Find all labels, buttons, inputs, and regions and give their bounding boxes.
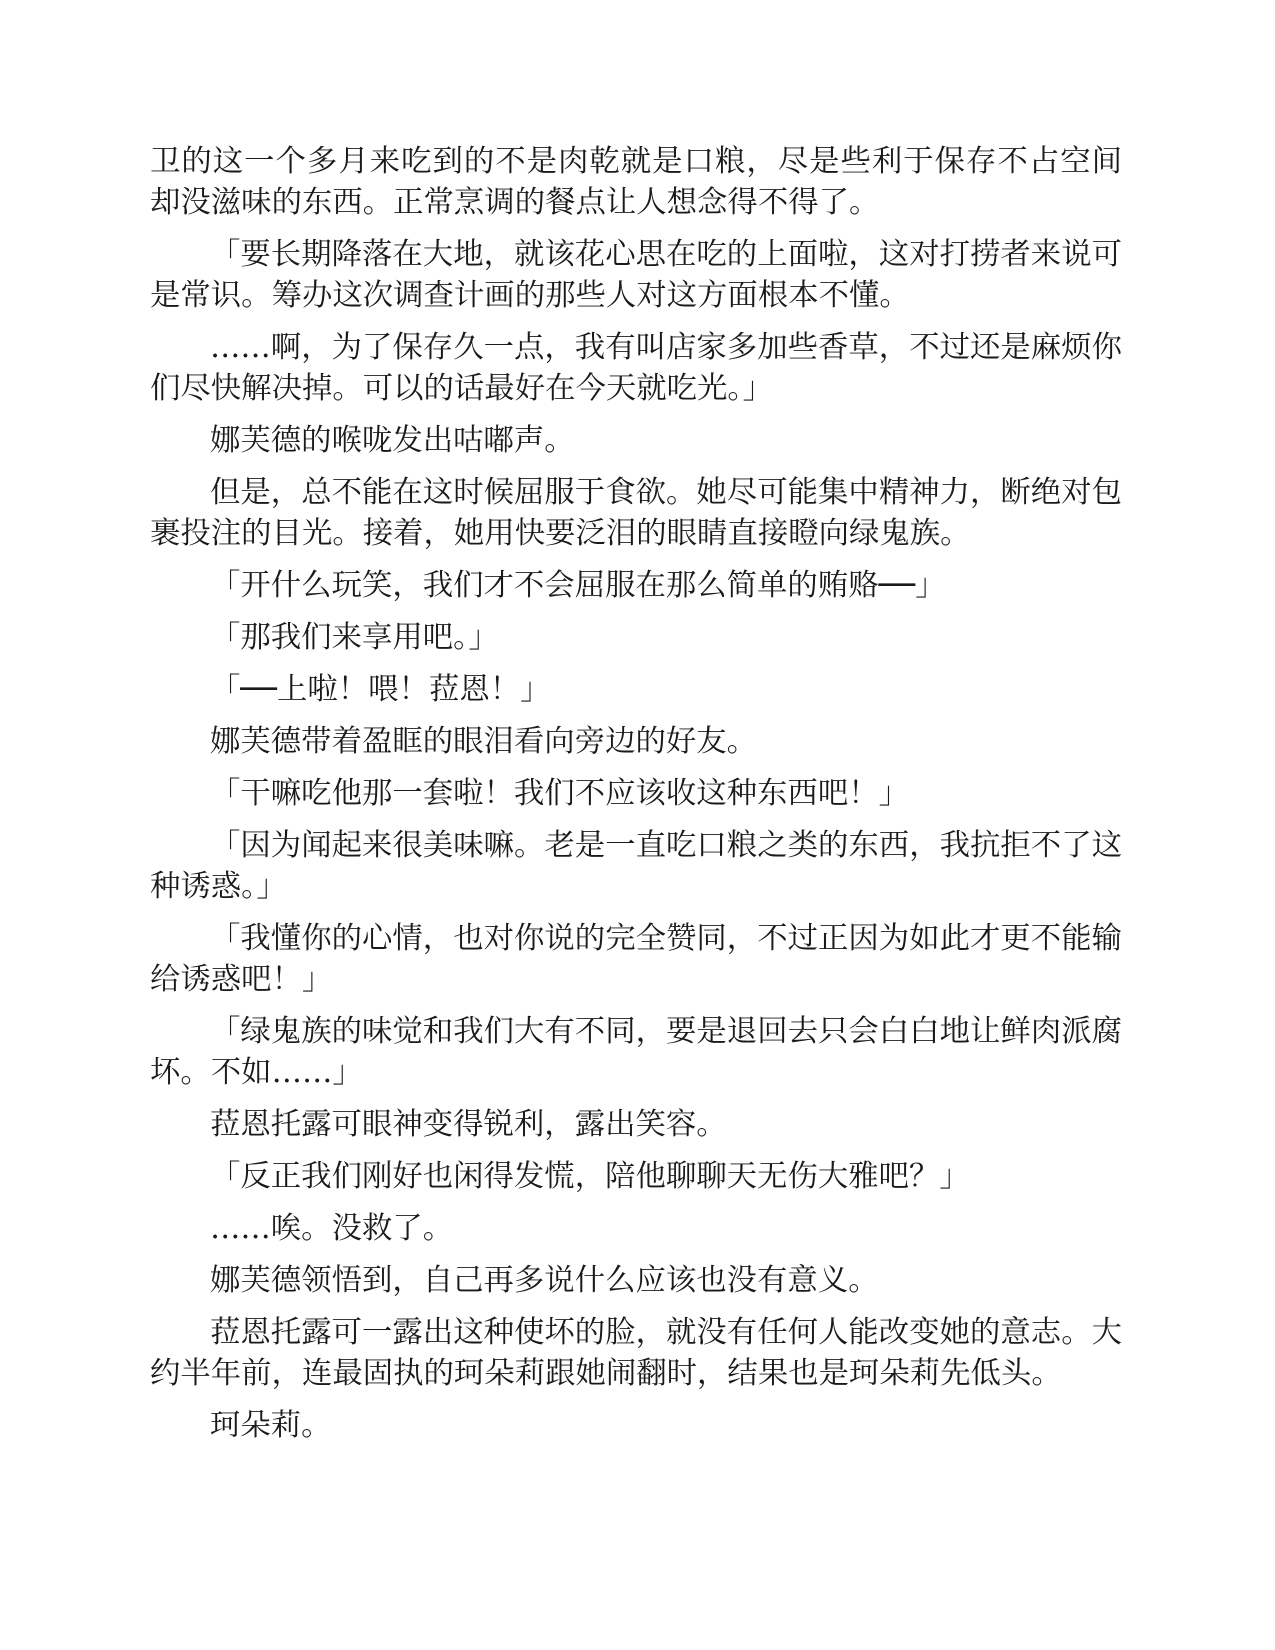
paragraph: 娜芙德领悟到，自己再多说什么应该也没有意义。 <box>210 1263 879 1298</box>
paragraph: 「因为闻起来很美味嘛。老是一直吃口粮之类的东西，我抗拒不了这种诱惑。」 <box>150 828 1122 904</box>
paragraph: 菈恩托露可一露出这种使坏的脸，就没有任何人能改变她的意志。大约半年前，连最固执的珂朵莉跟她闹翻时，结果也是珂朵莉先低头。 <box>150 1315 1122 1391</box>
paragraph: ……啊，为了保存久一点，我有叫店家多加些香草，不过还是麻烦你们尽快解决掉。可以的话最好在今天就吃光。」 <box>150 330 1122 406</box>
text-body <box>150 141 1122 1457</box>
paragraph: 「绿鬼族的味觉和我们大有不同，要是退回去只会白白地让鲜肉派腐坏。不如……」 <box>150 1014 1122 1090</box>
paragraph: 娜芙德的喉咙发出咕嘟声。 <box>210 423 575 458</box>
paragraph: 珂朵莉。 <box>210 1408 332 1443</box>
paragraph: 卫的这一个多月来吃到的不是肉乾就是口粮，尽是些利于保存不占空间却没滋味的东西。正常烹调的餐点让人想念得不得了。 <box>150 144 1122 220</box>
paragraph: 「反正我们刚好也闲得发慌，陪他聊聊天无伤大雅吧？」 <box>210 1159 970 1194</box>
paragraph: 「要长期降落在大地，就该花心思在吃的上面啦，这对打捞者来说可是常识。筹办这次调查计画的那些人对这方面根本不懂。 <box>150 237 1122 313</box>
paragraph: 「开什么玩笑，我们才不会屈服在那么简单的贿赂──」 <box>210 568 946 603</box>
paragraph: 娜芙德带着盈眶的眼泪看向旁边的好友。 <box>210 724 758 759</box>
paragraph: 但是，总不能在这时候屈服于食欲。她尽可能集中精神力，断绝对包裹投注的目光。接着，她用快要泛泪的眼睛直接瞪向绿鬼族。 <box>150 475 1122 551</box>
paragraph: ……唉。没救了。 <box>210 1211 454 1246</box>
paragraph: 「──上啦！喂！菈恩！」 <box>210 672 551 707</box>
paragraph: 菈恩托露可眼神变得锐利，露出笑容。 <box>210 1107 727 1142</box>
paragraph: 「那我们来享用吧。」 <box>210 620 499 655</box>
paragraph: 「我懂你的心情，也对你说的完全赞同，不过正因为如此才更不能输给诱惑吧！」 <box>150 921 1122 997</box>
paragraph: 「干嘛吃他那一套啦！我们不应该收这种东西吧！」 <box>210 776 909 811</box>
